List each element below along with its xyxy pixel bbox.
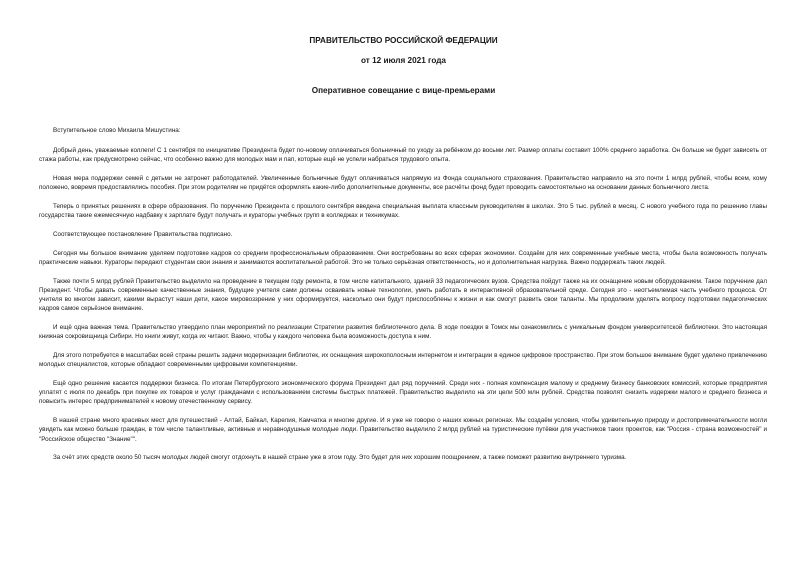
- document-subtitle: Оперативное совещание с вице-премьерами: [311, 86, 496, 95]
- paragraph-intro: Вступительное слово Михаила Мишустина:: [53, 127, 181, 134]
- paragraph: Добрый день, уважаемые коллеги! С 1 сентября по инициативе Президента будет по-новому оплачиваться больничный по уходу за ребёнком до восьми лет. Размер оплаты составит 100% среднего заработка. Он больше не будет зависеть от стажа работы, как предусмотрено сейчас, что особенно важно для молодых мам и пап, которые ещё не успели набраться трудового опыта.: [39, 146, 767, 163]
- paragraph: За счёт этих средств около 50 тысяч молодых людей смогут отдохнуть в нашей стране уже в этом году. Это будет для них хорошим поощрением, а также поможет развитию внутреннего туризма.: [53, 454, 627, 462]
- document-date: от 12 июля 2021 года: [361, 56, 446, 65]
- paragraph: Сегодня мы большое внимание уделяем подготовке кадров со средним профессиональным образованием. Они востребованы во всех сферах экономики. Создаём для них современные учебные места, чтобы была возможность получать практические навыки. Кураторы передают студентам свои знания и занимаются воспитательной работой. Это не только серьёзная ответственность, но и дополнительная нагрузка. Важно поддержать таких людей.: [39, 249, 767, 266]
- paragraph: Также почти 5 млрд рублей Правительство выделило на проведение в текущем году ремонта, в том числе капитального, зданий 33 педагогических вузов. Средства пойдут также на их оснащение новым оборудованием. Такое поручение дал Президент. Чтобы давать современные качественные знания, будущие учителя сами должны осваивать новые технологии, уметь работать в интерактивной образовательной среде. Сегодня это - неотъемлемая часть учебного процесса. От учителя во многом зависит, какими вырастут наши дети, какое мировоззрение у них сформируется, насколько они будут приспособлены к жизни и как смогут развить свои таланты. Мы продолжим уделять вопросу подготовки педагогических кадров самое серьёзное внимание.: [39, 277, 767, 313]
- paragraph: Новая мера поддержки семей с детьми не затронет работодателей. Увеличенные больничные будут оплачиваться напрямую из Фонда социального страхования. Правительство направило на это почти 1 млрд рублей, чтобы всем, кому положено, вовремя предоставлялись пособия. При этом родителям не придётся оформлять какие-либо дополнительные документы, все расчёты фонд будет проводить самостоятельно на основании данных больничного листа.: [39, 174, 767, 191]
- paragraph: Для этого потребуется в масштабах всей страны решить задачи модернизации библиотек, их оснащения широкополосным интернетом и интеграции в единое цифровое пространство. При этом большое внимание будет уделено привлечению молодых специалистов, которые обладают современными цифровыми компетенциями.: [39, 352, 767, 369]
- paragraph: В нашей стране много красивых мест для путешествий - Алтай, Байкал, Карелия, Камчатка и многие другие. И я уже не говорю о наших южных регионах. Мы создаём условия, чтобы удивительную природу и достопримечательности могли увидеть как можно больше граждан, в том числе талантливые, активные и неравнодушные молодые люди. Правительство выделило 2 млрд рублей на туристические путёвки для участников таких проектов, как "Россия - страна возможностей" и "Российское общество "Знание"".: [39, 417, 767, 443]
- paragraph: Ещё одно решение касается поддержки бизнеса. По итогам Петербургского экономического форума Президент дал ряд поручений. Среди них - полная компенсация малому и среднему бизнесу банковских комиссий, которые предприятия уплатят с июля по декабрь при покупке их товаров и услуг гражданами с использованием системы быстрых платежей. Правительство выделило на эти цели 500 млн рублей. Средства позволят снизить издержки малого и среднего бизнеса и повысить интерес предпринимателей к новому отечественному сервису.: [39, 380, 767, 406]
- paragraph: Соответствующее постановление Правительства подписано.: [53, 230, 233, 238]
- document-title: ПРАВИТЕЛЬСТВО РОССИЙСКОЙ ФЕДЕРАЦИИ: [309, 36, 498, 45]
- paragraph: И ещё одна важная тема. Правительство утвердило план мероприятий по реализации Стратегии развития библиотечного дела. В ходе поездки в Томск мы ознакомились с уникальным фондом университетской библиотеки. Это настоящая книжная сокровищница Сибири. Но книги живут, когда их читают. Важно, чтобы у каждого человека была возможность доступа к ним.: [39, 324, 767, 341]
- paragraph: Теперь о принятых решениях в сфере образования. По поручению Президента с прошлого сентября введена специальная выплата классным руководителям в школах. Это 5 тыс. рублей в месяц. С нового учебного года по решению главы государства такие ежемесячную надбавку к зарплате будут получать и кураторы учебных групп в колледжах и техникумах.: [39, 202, 767, 219]
- document-body: [39, 126, 767, 472]
